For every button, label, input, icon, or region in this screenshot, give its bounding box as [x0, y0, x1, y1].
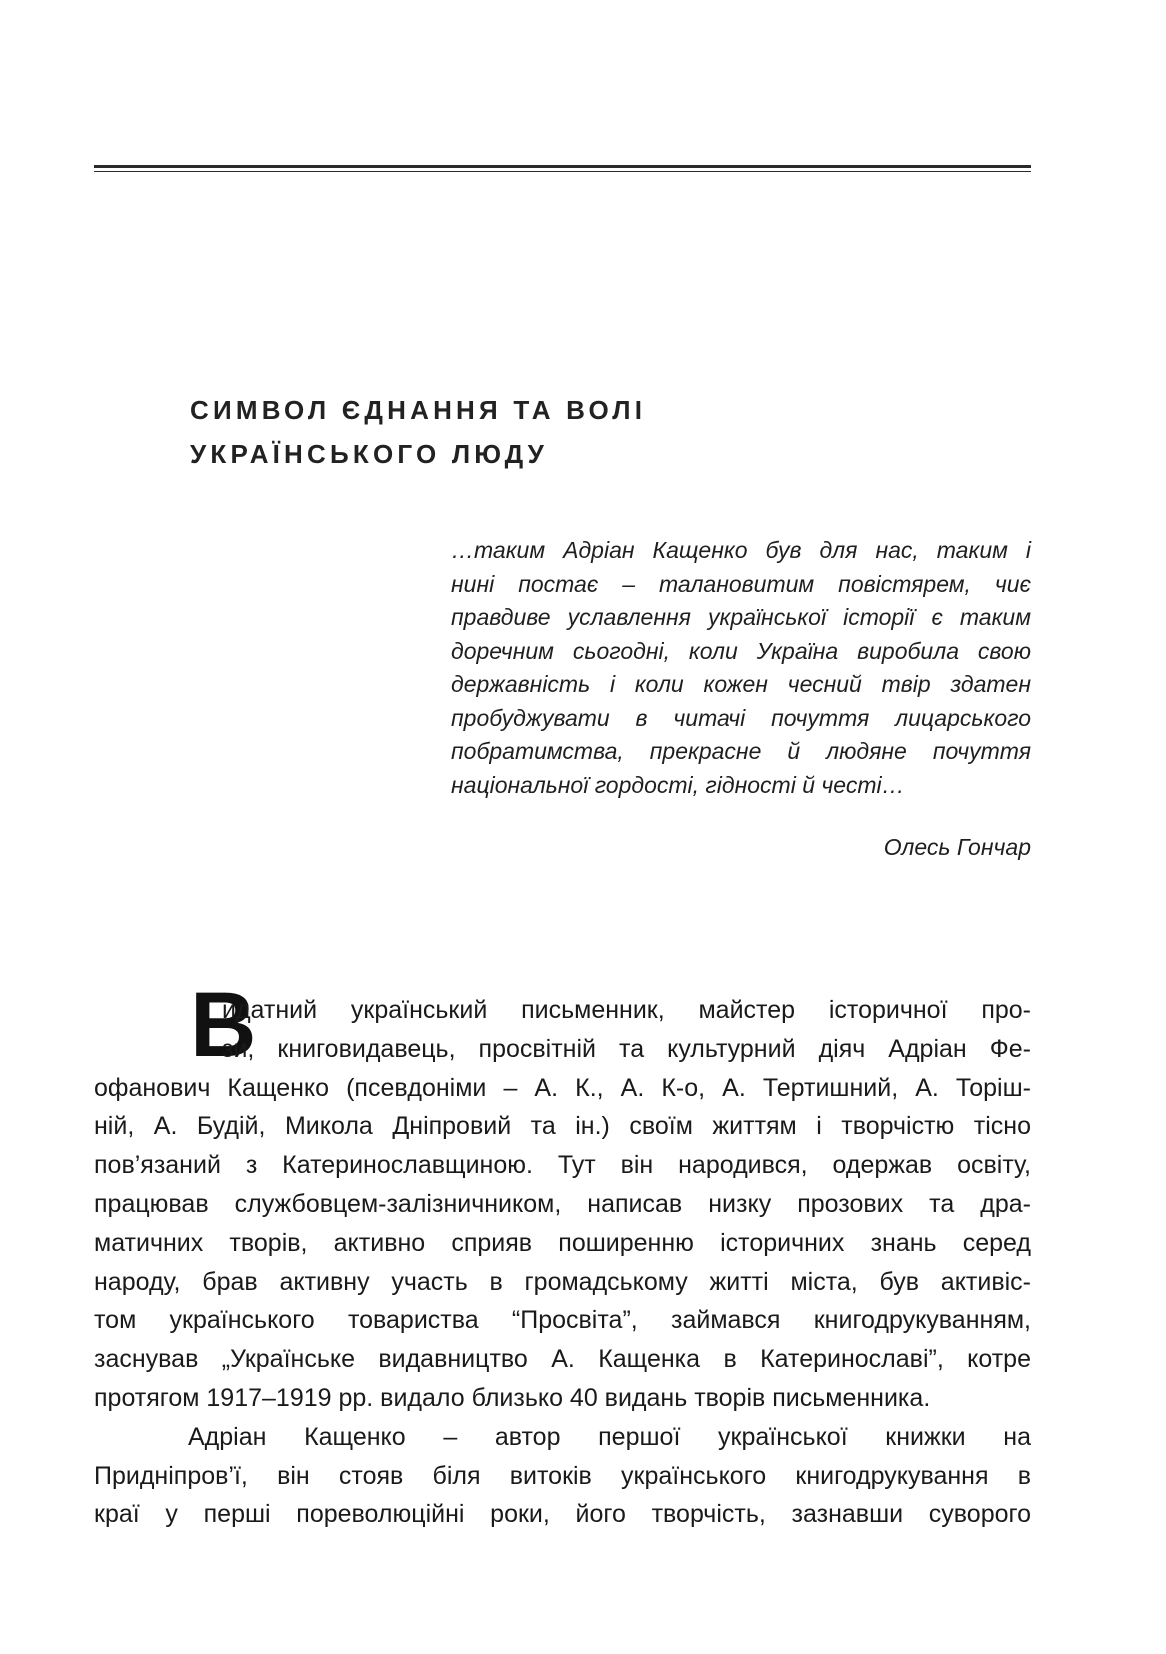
- body-line: Придніпров’ї, він стояв біля витоків українського книгодрукування в: [94, 1461, 1031, 1490]
- body-line: заснував „Українське видавництво А. Кащенка в Катеринославі”, котре: [94, 1345, 1031, 1374]
- epigraph-line: національної гордості, гідності й честі…: [451, 771, 905, 798]
- body-line: идатний український письменник, майстер історичної про-: [222, 996, 1031, 1024]
- header-double-rule: [94, 165, 1031, 172]
- body-paragraphs: [94, 991, 1031, 1534]
- body-line: ній, А. Будій, Микола Дніпровий та ін.) своїм життям і творчістю тісно: [94, 1112, 1031, 1141]
- body-line: краї у перші пореволюційні роки, його творчість, зазнавши суворого: [94, 1500, 1031, 1529]
- body-line: офанович Кащенко (псевдоніми – А. К., А. К-о, А. Тертишний, А. Торіш-: [94, 1073, 1031, 1102]
- body-line: матичних творів, активно сприяв поширенню історичних знань серед: [94, 1228, 1031, 1257]
- epigraph-line: пробуджувати в читачі почуття лицарського: [451, 704, 1031, 731]
- body-line: протягом 1917–1919 рр. видало близько 40 видань творів письменника.: [94, 1383, 931, 1412]
- epigraph: [451, 534, 1031, 802]
- body-line: Адріан Кащенко – автор першої української книжки на: [188, 1422, 1031, 1451]
- epigraph-author: Олесь Гончар: [883, 834, 1031, 860]
- epigraph-line: державність і коли кожен чесний твір здатен: [451, 671, 1031, 697]
- body-line: народу, брав активну участь в громадському житті міста, був активіс-: [94, 1267, 1031, 1296]
- epigraph-line: доречним сьогодні, коли Україна виробила свою: [451, 637, 1031, 664]
- body-line: працював службовцем-залізничником, написав низку прозових та дра-: [94, 1189, 1031, 1218]
- epigraph-line: побратимства, прекрасне й людяне почуття: [451, 738, 1031, 764]
- body-line: зи, книговидавець, просвітній та культурний діяч Адріан Фе-: [222, 1034, 1031, 1063]
- epigraph-line: правдиве уславлення української історії є таким: [451, 604, 1031, 630]
- epigraph-line: нині постає – талановитим повістярем, чиє: [451, 570, 1031, 597]
- drop-cap-letter: В: [190, 974, 257, 1076]
- chapter-title: [190, 388, 646, 476]
- chapter-title-line-1: СИМВОЛ ЄДНАННЯ ТА ВОЛІ: [190, 395, 647, 425]
- body-line: пов’язаний з Катеринославщиною. Тут він народився, одержав освіту,: [94, 1151, 1031, 1180]
- body-line: том українського товариства “Просвіта”, займався книгодрукуванням,: [94, 1306, 1031, 1335]
- chapter-title-line-2: УКРАЇНСЬКОГО ЛЮДУ: [190, 439, 549, 469]
- epigraph-line: …таким Адріан Кащенко був для нас, таким і: [451, 537, 1031, 563]
